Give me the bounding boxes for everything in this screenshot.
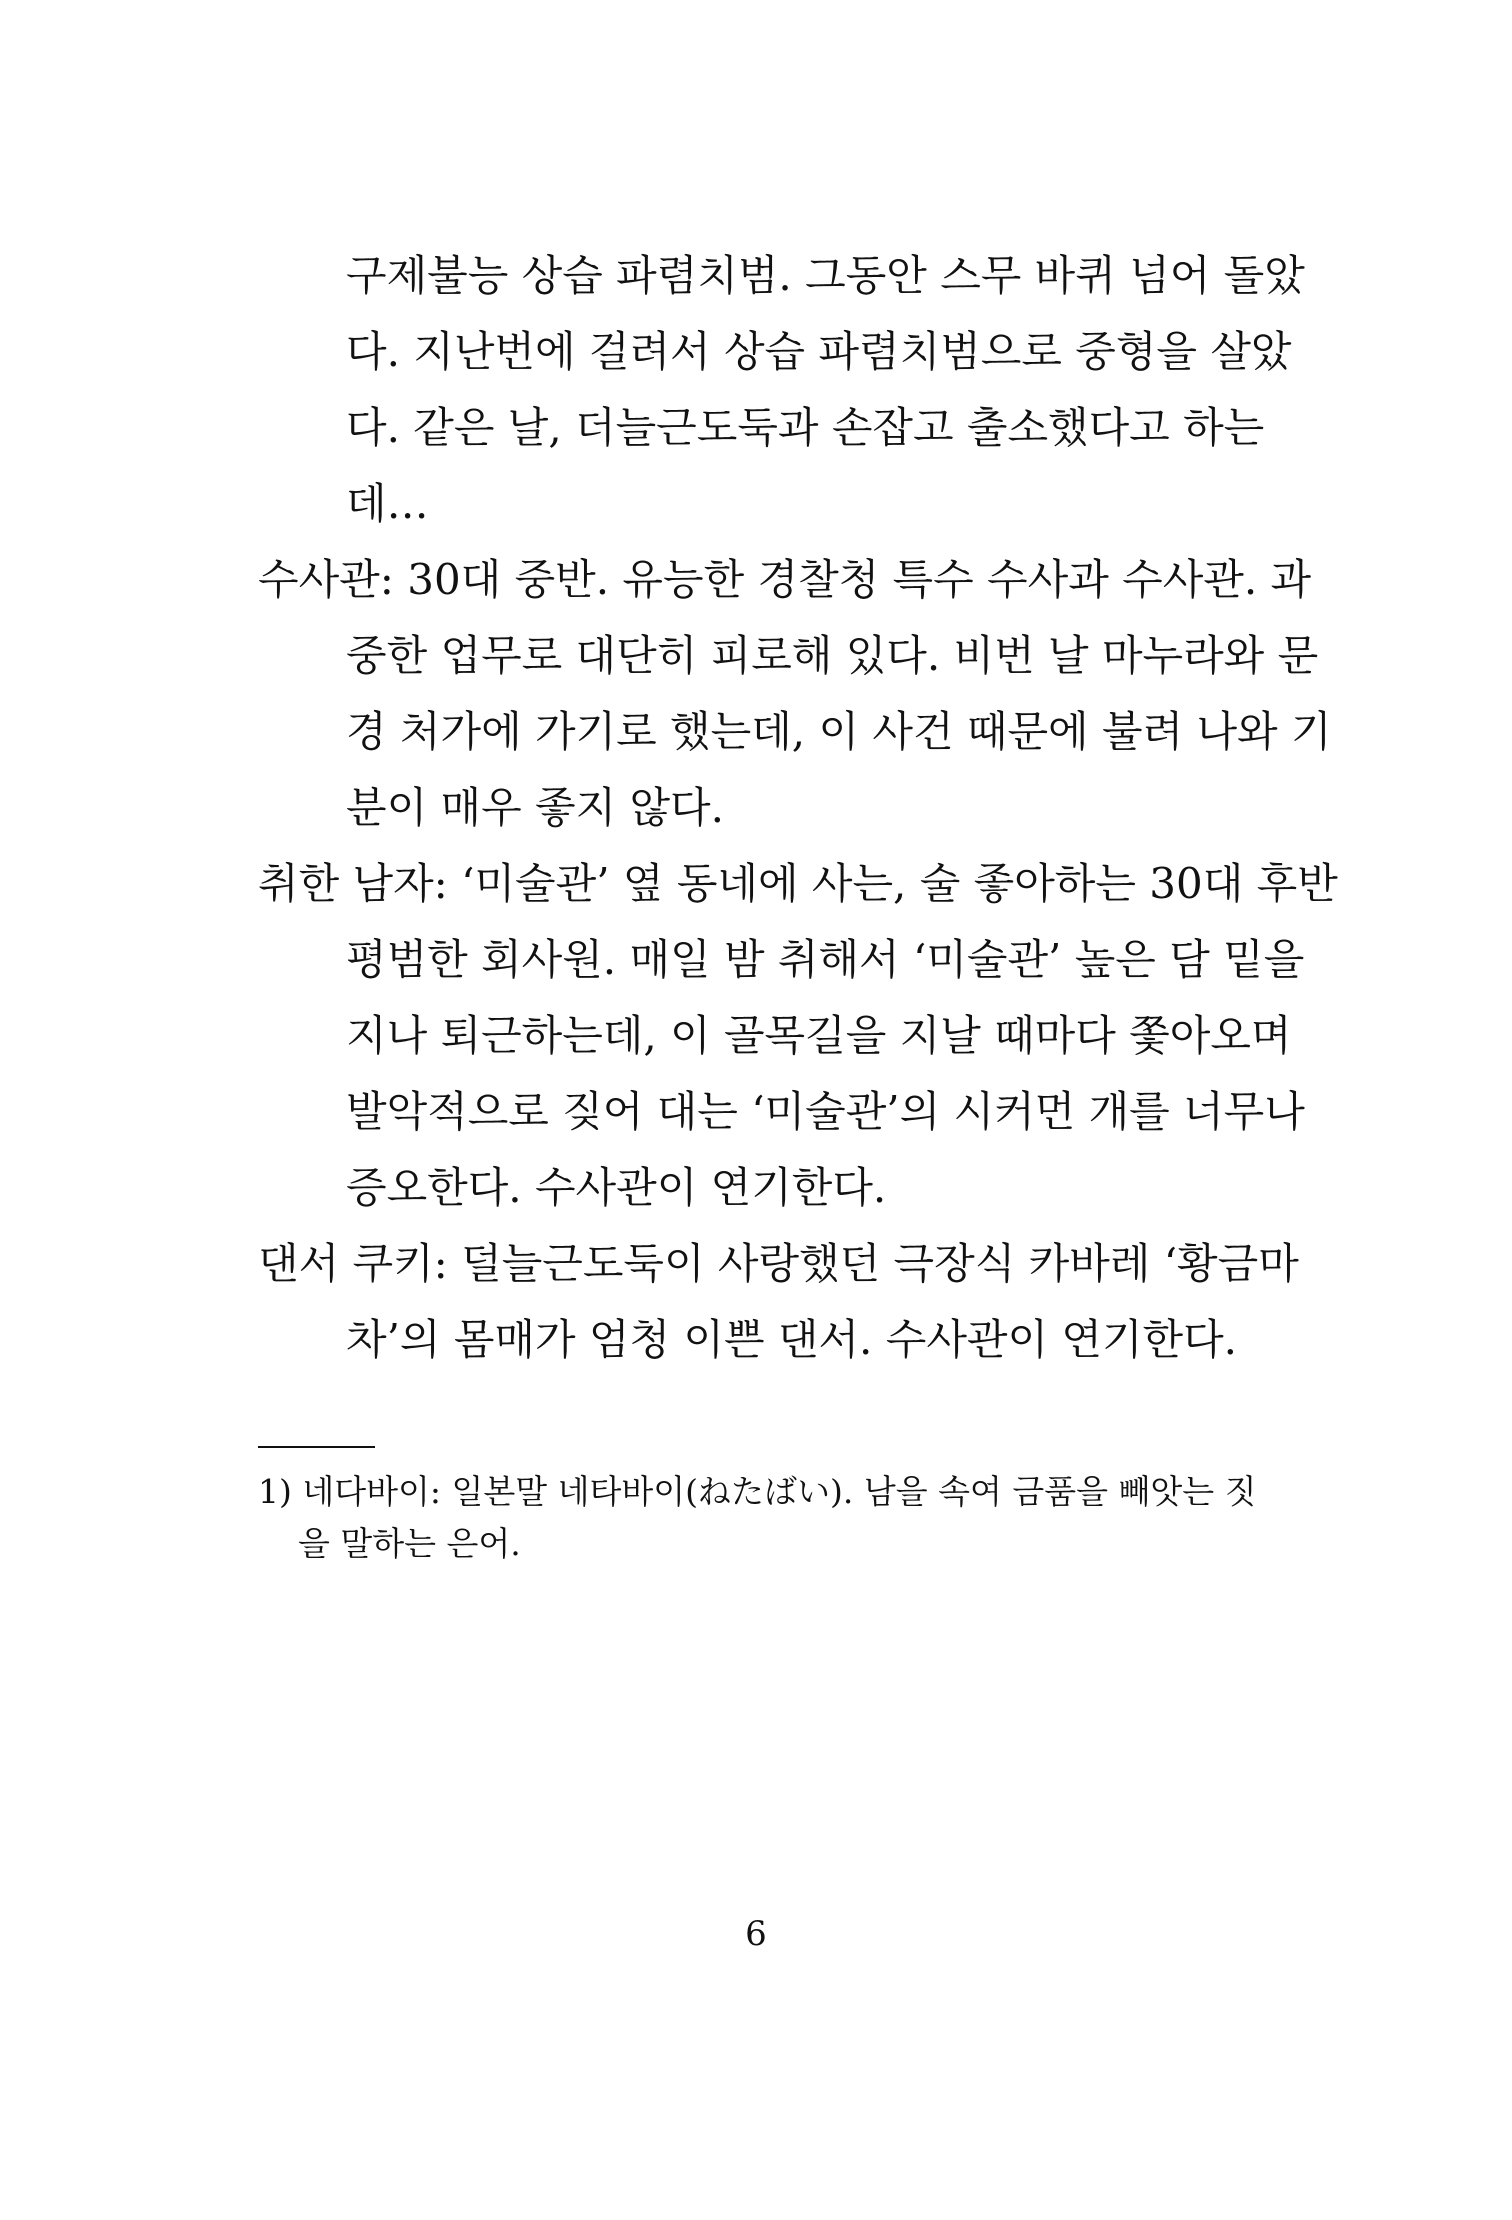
- entry-line: 수사관: 30대 중반. 유능한 경찰청 특수 수사과 수사관. 과: [258, 555, 1312, 604]
- entry-line: 중한 업무로 대단히 피로해 있다. 비번 날 마누라와 문: [346, 631, 1319, 680]
- entry-line: 데…: [346, 479, 429, 528]
- character-list: [258, 238, 1338, 1378]
- footnote-line: 을 말하는 은어.: [298, 1524, 521, 1563]
- entry-line: 차’의 몸매가 엄청 이쁜 댄서. 수사관이 연기한다.: [346, 1315, 1238, 1364]
- entry-line: 경 처가에 가기로 했는데, 이 사건 때문에 불려 나와 기: [346, 707, 1332, 756]
- footnote-divider: [258, 1446, 375, 1448]
- entry-line: 취한 남자: ‘미술관’ 옆 동네에 사는, 술 좋아하는 30대 후반: [258, 859, 1338, 908]
- entry-line: 분이 매우 좋지 않다.: [346, 783, 724, 832]
- entry-line: 지나 퇴근하는데, 이 골목길을 지날 때마다 쫓아오며: [346, 1011, 1292, 1060]
- entry-line: 평범한 회사원. 매일 밤 취해서 ‘미술관’ 높은 담 밑을: [346, 935, 1305, 984]
- footnote-line: 1) 네다바이: 일본말 네타바이(ねたばい). 남을 속여 금품을 빼앗는 짓: [258, 1472, 1257, 1511]
- character-entry-investigator: [258, 542, 1332, 846]
- character-entry-drunk-man: [258, 846, 1338, 1226]
- entry-line: 댄서 쿠키: 덜늘근도둑이 사랑했던 극장식 카바레 ‘황금마: [258, 1239, 1299, 1288]
- footnote: [258, 1466, 1257, 1570]
- entry-line: 발악적으로 짖어 대는 ‘미술관’의 시커먼 개를 너무나: [346, 1087, 1305, 1136]
- character-entry-continued: [258, 238, 1305, 542]
- entry-line: 다. 같은 날, 더늘근도둑과 손잡고 출소했다고 하는: [346, 403, 1265, 452]
- entry-line: 증오한다. 수사관이 연기한다.: [346, 1163, 887, 1212]
- page-number: 6: [745, 1914, 767, 1954]
- entry-line: 구제불능 상습 파렴치범. 그동안 스무 바퀴 넘어 돌았: [346, 251, 1305, 300]
- entry-line: 다. 지난번에 걸려서 상습 파렴치범으로 중형을 살았: [346, 327, 1292, 376]
- character-entry-dancer-cookie: [258, 1226, 1299, 1378]
